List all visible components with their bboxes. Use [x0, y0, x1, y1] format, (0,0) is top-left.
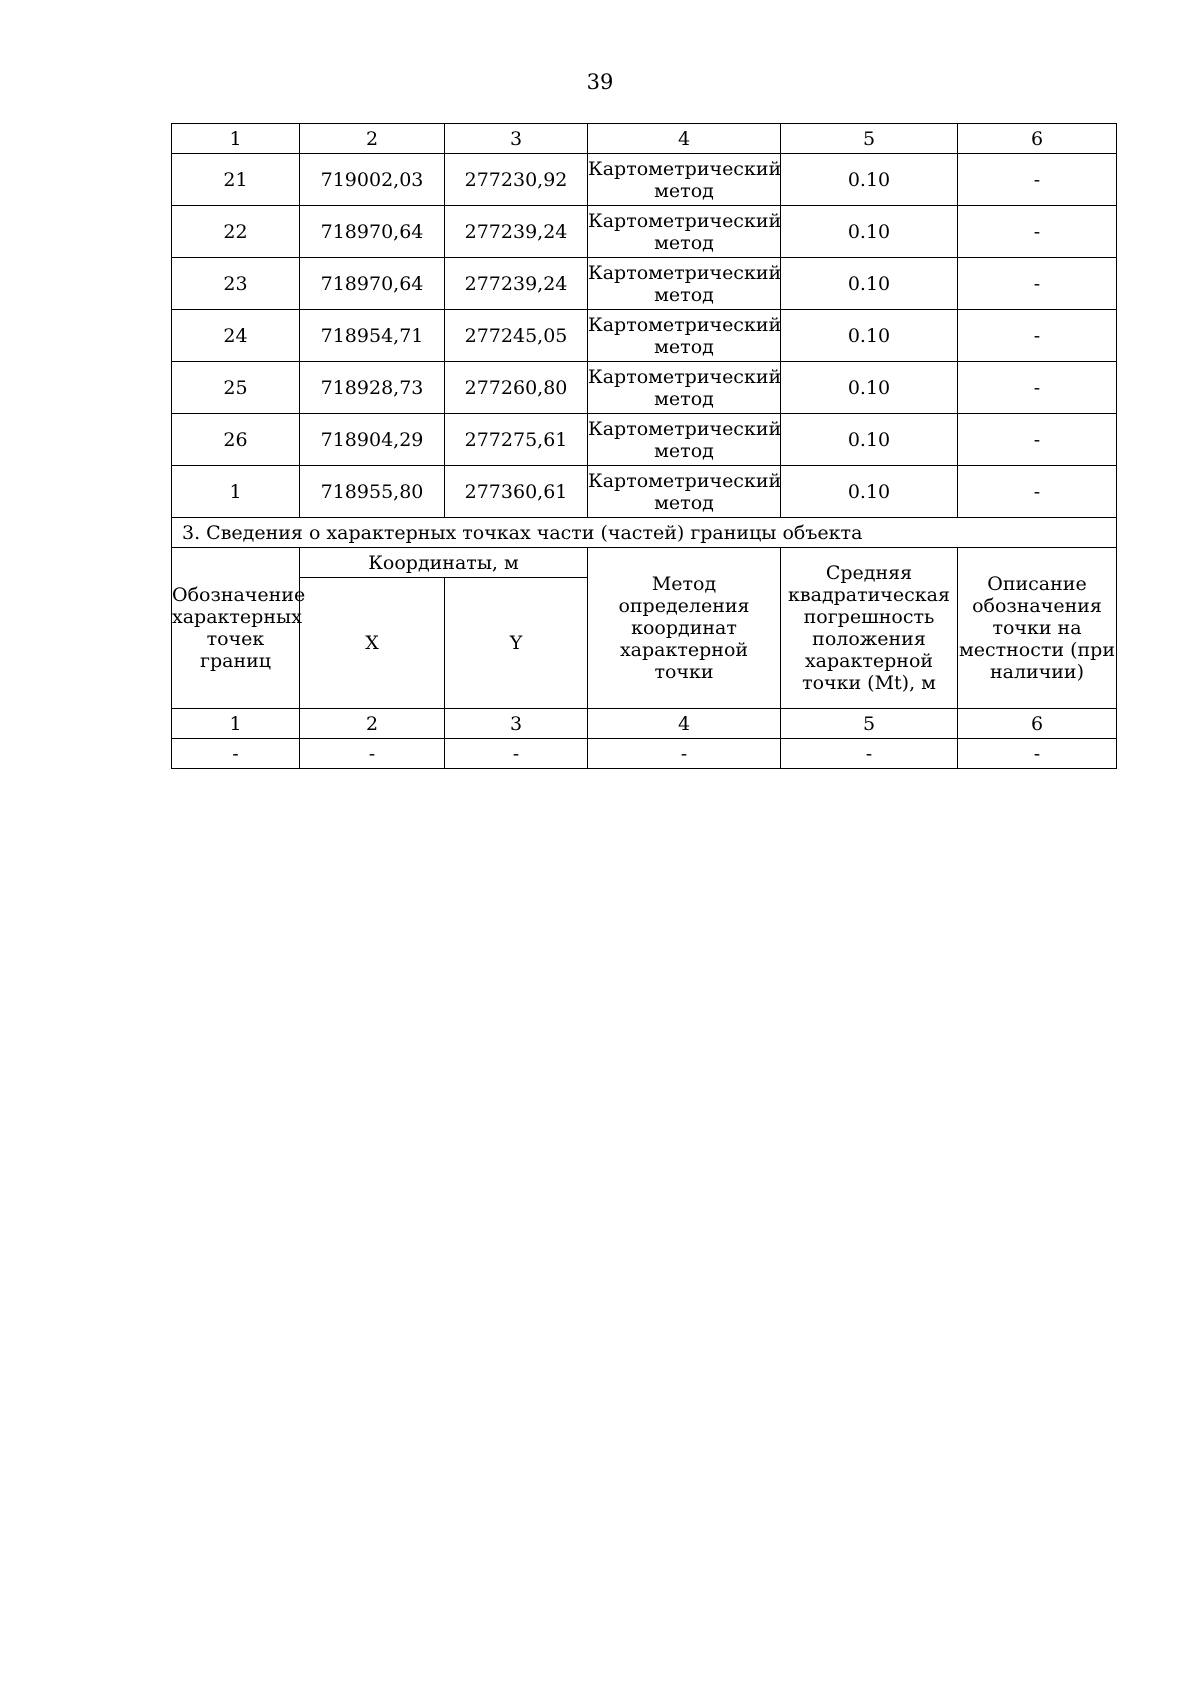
header-y: Y — [445, 578, 588, 709]
column-number: 6 — [958, 709, 1117, 739]
mean-error: 0.10 — [781, 258, 958, 310]
column-number: 2 — [300, 124, 445, 154]
mean-error: 0.10 — [781, 362, 958, 414]
coordinate-x: 718970,64 — [300, 206, 445, 258]
point-number: 24 — [172, 310, 300, 362]
column-number: 1 — [172, 709, 300, 739]
table-row — [172, 258, 1117, 310]
point-number: 26 — [172, 414, 300, 466]
point-number: 1 — [172, 466, 300, 518]
method: Картометрический метод — [588, 206, 781, 258]
method: Картометрический метод — [588, 466, 781, 518]
column-number-row — [172, 124, 1117, 154]
header-designation: Обозначение характерных точек границ — [172, 548, 300, 709]
coordinate-y: 277230,92 — [445, 154, 588, 206]
column-number: 5 — [781, 709, 958, 739]
column-number: 5 — [781, 124, 958, 154]
header-coordinates: Координаты, м — [300, 548, 588, 578]
table-row — [172, 310, 1117, 362]
method: Картометрический метод — [588, 414, 781, 466]
point-number: 21 — [172, 154, 300, 206]
method: Картометрический метод — [588, 310, 781, 362]
mean-error: 0.10 — [781, 466, 958, 518]
section-3-title: 3. Сведения о характерных точках части (частей) границы объекта — [172, 518, 1117, 548]
coordinate-y: 277260,80 — [445, 362, 588, 414]
section-3-title-row — [172, 518, 1117, 548]
coordinate-x: 718904,29 — [300, 414, 445, 466]
empty-cell: - — [300, 739, 445, 769]
table-row — [172, 466, 1117, 518]
coordinate-x: 719002,03 — [300, 154, 445, 206]
coordinate-y: 277360,61 — [445, 466, 588, 518]
empty-cell: - — [445, 739, 588, 769]
section-3-header-row — [172, 548, 1117, 578]
coordinate-y: 277239,24 — [445, 206, 588, 258]
coordinate-y: 277245,05 — [445, 310, 588, 362]
column-number: 3 — [445, 124, 588, 154]
header-x: X — [300, 578, 445, 709]
empty-cell: - — [958, 739, 1117, 769]
section-3-empty-row — [172, 739, 1117, 769]
empty-cell: - — [781, 739, 958, 769]
point-description: - — [958, 206, 1117, 258]
column-number: 4 — [588, 124, 781, 154]
column-number: 1 — [172, 124, 300, 154]
header-description: Описание обозначения точки на местности (при наличии) — [958, 548, 1117, 709]
point-number: 22 — [172, 206, 300, 258]
empty-cell: - — [588, 739, 781, 769]
point-number: 23 — [172, 258, 300, 310]
point-description: - — [958, 154, 1117, 206]
point-description: - — [958, 362, 1117, 414]
point-description: - — [958, 414, 1117, 466]
method: Картометрический метод — [588, 362, 781, 414]
point-description: - — [958, 466, 1117, 518]
method: Картометрический метод — [588, 258, 781, 310]
coordinate-x: 718954,71 — [300, 310, 445, 362]
coordinate-x: 718928,73 — [300, 362, 445, 414]
point-description: - — [958, 258, 1117, 310]
mean-error: 0.10 — [781, 206, 958, 258]
mean-error: 0.10 — [781, 154, 958, 206]
mean-error: 0.10 — [781, 414, 958, 466]
method: Картометрический метод — [588, 154, 781, 206]
point-number: 25 — [172, 362, 300, 414]
empty-cell: - — [172, 739, 300, 769]
coordinate-y: 277275,61 — [445, 414, 588, 466]
table-row — [172, 206, 1117, 258]
table-row — [172, 362, 1117, 414]
coordinate-y: 277239,24 — [445, 258, 588, 310]
column-number: 2 — [300, 709, 445, 739]
page-number: 39 — [586, 70, 614, 94]
header-mean-error: Средняя квадратическая погрешность положения характерной точки (Mt), м — [781, 548, 958, 709]
coordinate-x: 718955,80 — [300, 466, 445, 518]
coordinate-x: 718970,64 — [300, 258, 445, 310]
point-description: - — [958, 310, 1117, 362]
table-row — [172, 154, 1117, 206]
column-number: 3 — [445, 709, 588, 739]
table-row — [172, 414, 1117, 466]
section-3-column-number-row — [172, 709, 1117, 739]
column-number: 4 — [588, 709, 781, 739]
column-number: 6 — [958, 124, 1117, 154]
boundary-points-table — [171, 123, 1117, 769]
header-method: Метод определения координат характерной точки — [588, 548, 781, 709]
mean-error: 0.10 — [781, 310, 958, 362]
